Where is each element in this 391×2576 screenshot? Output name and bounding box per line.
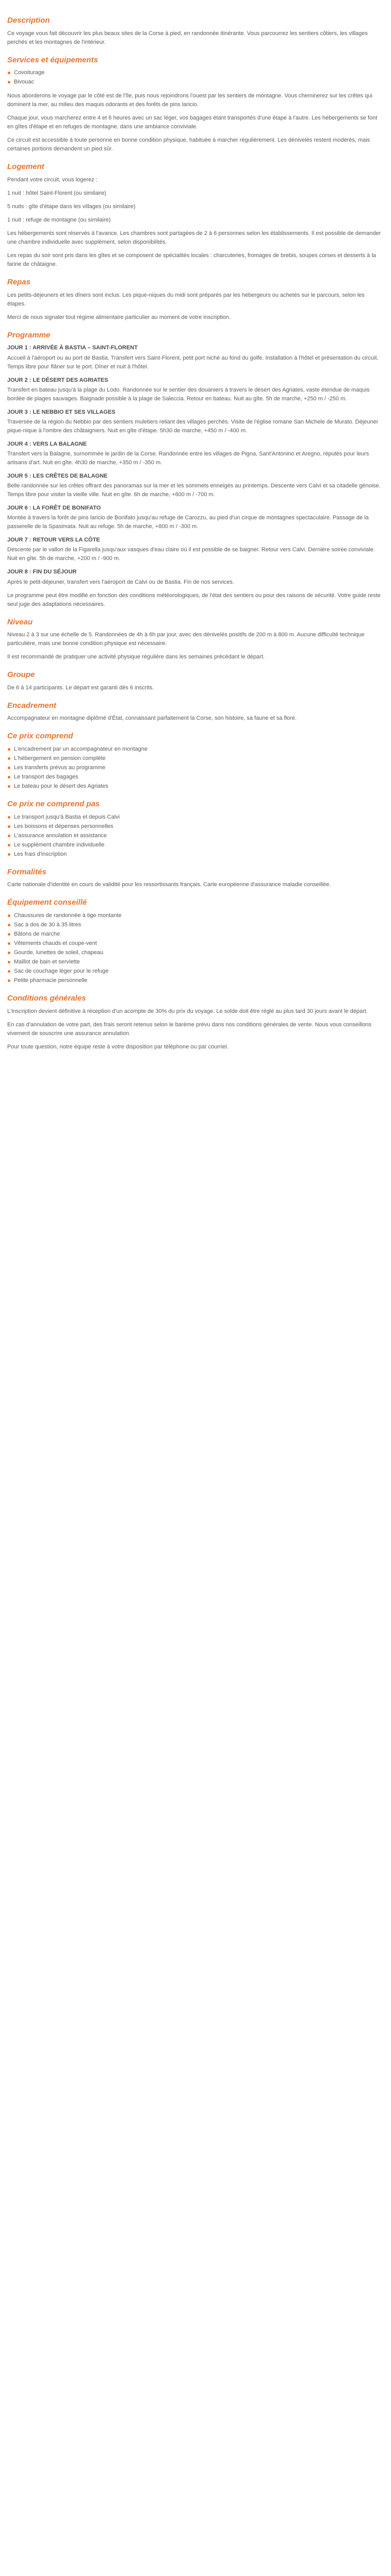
repas-paragraph: Les petits-déjeuners et les dîners sont inclus. Les pique-niques du midi sont préparés par les hébergeurs ou achetés sur le parcours, selon les étapes. <box>7 292 365 307</box>
services-item <box>7 78 384 87</box>
equipment-item <box>7 958 384 967</box>
overview-paragraph: Ce circuit est accessible à toute personne en bonne condition physique, habituée à marcher régulièrement. Les dénivelés restent modérés, mais certaines portions demandent un pied sûr. <box>7 137 370 152</box>
programme-heading: Programme <box>7 330 51 340</box>
day-title: JOUR 3 : LE NEBBIO ET SES VILLAGES <box>7 409 116 415</box>
formalities-heading: Formalités <box>7 867 46 876</box>
logement-line: 1 nuit : hôtel Saint-Florent (ou similaire) <box>7 190 106 197</box>
day-text: Montée à travers la forêt de pins laricio de Bonifato jusqu'au refuge de Carozzu, au pied d'un cirque de montagnes spectaculaire. Passage de la passerelle de la Spasimata. Nuit au refuge. 5h de marche, +800 m / -300 m. <box>7 515 369 530</box>
excluded-item-label: Le transport jusqu'à Bastia et depuis Calvi <box>14 814 120 820</box>
equipment-item <box>7 911 384 920</box>
day-item <box>7 376 384 403</box>
equipment-item-label: Maillot de bain et serviette <box>14 959 80 965</box>
equipment-item <box>7 967 384 976</box>
programme-note: Le programme peut être modifié en fonction des conditions météorologiques, de l'état des sentiers ou pour des raisons de sécurité. Votre guide reste seul juge des adaptations nécessaires. <box>7 592 381 607</box>
excluded-item <box>7 850 384 859</box>
day-text: Belle randonnée sur les crêtes offrant des panoramas sur la mer et les sommets enneigés au printemps. Descente vers Calvi et sa citadelle génoise. Temps libre pour visiter la vieille ville. Nuit en gîte. 6h de marche, +600 m / -700 m. <box>7 483 381 498</box>
bullet-icon <box>8 853 10 856</box>
equipment-item <box>7 930 384 939</box>
day-text: Descente par le vallon de la Figarella jusqu'aux vasques d'eau claire où il est possible de se baigner. Retour vers Calvi. Dernière soirée conviviale. Nuit en gîte. 5h de marche, +200 m / -900 m. <box>7 547 375 562</box>
bullet-icon <box>8 942 10 945</box>
day-text: Transfert en bateau jusqu'à la plage du Lodo. Randonnée sur le sentier des douaniers à travers le désert des Agriates, vaste étendue de maquis bordée de plages sauvages. Baignade possible à la plage de Saleccia. Retour en bateau. Nuit au gîte. 5h de marche, +250 m / -250 m. <box>7 386 370 402</box>
day-title: JOUR 1 : ARRIVÉE À BASTIA – SAINT-FLORENT <box>7 345 138 351</box>
level-paragraph: Niveau 2 à 3 sur une échelle de 5. Randonnées de 4h à 6h par jour, avec des dénivelés positifs de 200 m à 800 m. Aucune difficulté technique particulière, mais une bonne condition physique est nécessaire. <box>7 632 365 647</box>
day-title: JOUR 6 : LA FORÊT DE BONIFATO <box>7 505 101 512</box>
included-item-label: Le transport des bagages <box>14 774 78 781</box>
excluded-item <box>7 841 384 850</box>
included-item <box>7 773 384 782</box>
conditions-heading: Conditions générales <box>7 994 86 1003</box>
equipment-item-label: Sac à dos de 30 à 35 litres <box>14 921 82 928</box>
bullet-icon <box>8 757 10 760</box>
services-item-label: Covoiturage <box>14 70 45 76</box>
logement-intro: Pendant votre circuit, vous logerez : <box>7 176 97 183</box>
programme-days <box>7 344 384 586</box>
excluded-item-label: L'assurance annulation et assistance <box>14 832 107 839</box>
equipment-item-label: Sac de couchage léger pour le refuge <box>14 968 109 975</box>
bullet-icon <box>8 81 10 83</box>
excluded-heading: Ce prix ne comprend pas <box>7 800 100 809</box>
logement-heading: Logement <box>7 162 44 172</box>
bullet-icon <box>8 748 10 751</box>
day-text: Accueil à l'aéroport ou au port de Bastia. Transfert vers Saint-Florent, petit port niché au fond du golfe. Installation à l'hôtel et présentation du circuit. Temps libre pour flâner sur le port. Dîner et nuit à l'hôtel. <box>7 354 379 370</box>
formalities-paragraph: Carte nationale d'identité en cours de validité pour les ressortissants français. Carte européenne d'assurance maladie conseillée. <box>7 882 331 888</box>
conditions-paragraph: L'inscription devient définitive à réception d'un acompte de 30% du prix du voyage. Le solde doit être réglé au plus tard 30 jours avant le départ. <box>7 1008 368 1014</box>
excluded-item-label: Les boissons et dépenses personnelles <box>14 823 113 829</box>
logement-line: 5 nuits : gîte d'étape dans les villages (ou similaire) <box>7 204 136 210</box>
bullet-icon <box>8 979 10 982</box>
day-item <box>7 504 384 531</box>
services-item-label: Bivouac <box>14 79 35 86</box>
level-heading: Niveau <box>7 617 33 626</box>
excluded-list <box>7 813 384 859</box>
guide-paragraph: Accompagnateur en montagne diplômé d'État, connaissant parfaitement la Corse, son histoire, sa faune et sa flore. <box>7 715 297 722</box>
day-item <box>7 344 384 371</box>
equipment-item-label: Gourde, lunettes de soleil, chapeau <box>14 950 104 956</box>
bullet-icon <box>8 825 10 828</box>
description-heading: Description <box>7 16 50 25</box>
equipment-item <box>7 948 384 957</box>
conditions-paragraph: En cas d'annulation de votre part, des frais seront retenus selon le barème prévu dans nos conditions générales de vente. Nous vous conseillons vivement de souscrire une assurance annulation. <box>7 1021 371 1037</box>
day-item <box>7 472 384 499</box>
day-item <box>7 440 384 467</box>
page <box>0 0 391 1066</box>
included-item <box>7 745 384 754</box>
services-item <box>7 69 384 77</box>
day-item <box>7 408 384 435</box>
bullet-icon <box>8 776 10 778</box>
equipment-item-label: Vêtements chauds et coupe-vent <box>14 940 97 947</box>
day-title: JOUR 7 : RETOUR VERS LA CÔTE <box>7 537 100 544</box>
excluded-item <box>7 822 384 831</box>
bullet-icon <box>8 933 10 936</box>
group-heading: Groupe <box>7 670 35 680</box>
level-paragraph: Il est recommandé de pratiquer une activité physique régulière dans les semaines précédant le départ. <box>7 654 265 660</box>
included-item-label: Les transferts prévus au programme <box>14 764 106 771</box>
day-item <box>7 536 384 563</box>
bullet-icon <box>8 785 10 788</box>
group-paragraph: De 6 à 14 participants. Le départ est garanti dès 6 inscrits. <box>7 684 154 691</box>
equipment-item <box>7 939 384 948</box>
day-title: JOUR 2 : LE DÉSERT DES AGRIATES <box>7 377 108 383</box>
included-heading: Ce prix comprend <box>7 732 73 741</box>
bullet-icon <box>8 961 10 963</box>
equipment-item-label: Bâtons de marche <box>14 931 60 937</box>
bullet-icon <box>8 970 10 973</box>
logement-paragraph: Les repas du soir sont pris dans les gîtes et se composent de spécialités locales : charcuteries, fromages de brebis, soupes corses et desserts à la farine de châtaigne. <box>7 252 376 268</box>
excluded-item-label: Les frais d'inscription <box>14 851 67 857</box>
day-item <box>7 568 384 586</box>
equipment-heading: Équipement conseillé <box>7 898 87 907</box>
bullet-icon <box>8 835 10 837</box>
overview-paragraph: Nous aborderons le voyage par le côté est de l'île, puis nous rejoindrons l'ouest par les sentiers de montagne. Vous cheminerez sur les crêtes qui dominent la mer, au milieu des maquis odorants et des forêts de pins laricio. <box>7 93 372 108</box>
equipment-item-label: Chaussures de randonnée à tige montante <box>14 912 122 919</box>
equipment-list <box>7 911 384 985</box>
day-title: JOUR 4 : VERS LA BALAGNE <box>7 440 87 447</box>
included-item-label: L'encadrement par un accompagnateur en montagne <box>14 745 148 752</box>
repas-paragraph: Merci de nous signaler tout régime alimentaire particulier au moment de votre inscription. <box>7 314 231 320</box>
day-text: Traversée de la région du Nebbio par des sentiers muletiers reliant des villages perchés. Visite de l'église romane San Michele de Murato. Déjeuner pique-nique à l'ombre des châtaigniers. Nuit en gîte d'étape. 5h30 de marche, +450 m / -400 m. <box>7 418 379 434</box>
included-item-label: Le bateau pour le désert des Agriates <box>14 783 108 790</box>
guide-heading: Encadrement <box>7 701 57 710</box>
included-list <box>7 745 384 791</box>
bullet-icon <box>8 914 10 917</box>
excluded-item <box>7 813 384 822</box>
bullet-icon <box>8 72 10 74</box>
overview-paragraph: Chaque jour, vous marcherez entre 4 et 6 heures avec un sac léger, vos bagages étant transportés d'une étape à l'autre. Les hébergements se font en gîtes d'étape et en refuges de montagne, dans une ambiance conviviale. <box>7 115 378 130</box>
equipment-item <box>7 921 384 929</box>
conditions-paragraph: Pour toute question, notre équipe reste à votre disposition par téléphone ou par courriel. <box>7 1043 229 1050</box>
excluded-item-label: Le supplément chambre individuelle <box>14 841 105 848</box>
day-title: JOUR 8 : FIN DU SÉJOUR <box>7 569 77 575</box>
services-list <box>7 69 384 87</box>
bullet-icon <box>8 952 10 954</box>
equipment-item <box>7 976 384 985</box>
bullet-icon <box>8 816 10 819</box>
services-heading: Services et équipements <box>7 55 98 64</box>
excluded-item <box>7 832 384 840</box>
day-title: JOUR 5 : LES CRÊTES DE BALAGNE <box>7 473 108 480</box>
day-text: Transfert vers la Balagne, surnommée le jardin de la Corse. Randonnée entre les villages de Pigna, Sant'Antonino et Aregno, réputés pour leurs artisans d'art. Nuit en gîte. 4h30 de marche, +350 m / -350 m. <box>7 450 369 466</box>
bullet-icon <box>8 924 10 926</box>
description-intro: Ce voyage vous fait découvrir les plus beaux sites de la Corse à pied, en randonnée itinérante. Vous parcourrez les sentiers côtiers, les villages perchés et les montagnes de l'intérieur. <box>7 30 368 45</box>
included-item <box>7 754 384 763</box>
logement-line: 1 nuit : refuge de montagne (ou similaire) <box>7 217 111 224</box>
included-item <box>7 764 384 772</box>
included-item-label: L'hébergement en pension complète <box>14 755 106 761</box>
bullet-icon <box>8 844 10 846</box>
logement-paragraph: Les hébergements sont réservés à l'avance. Les chambres sont partagées de 2 à 6 personnes selon les établissements. Il est possible de demander une chambre individuelle avec supplément, selon disponibilités. <box>7 230 381 246</box>
bullet-icon <box>8 767 10 769</box>
equipment-item-label: Petite pharmacie personnelle <box>14 977 88 984</box>
day-text: Après le petit-déjeuner, transfert vers l'aéroport de Calvi ou de Bastia. Fin de nos services. <box>7 579 234 585</box>
repas-heading: Repas <box>7 278 31 287</box>
included-item <box>7 782 384 791</box>
